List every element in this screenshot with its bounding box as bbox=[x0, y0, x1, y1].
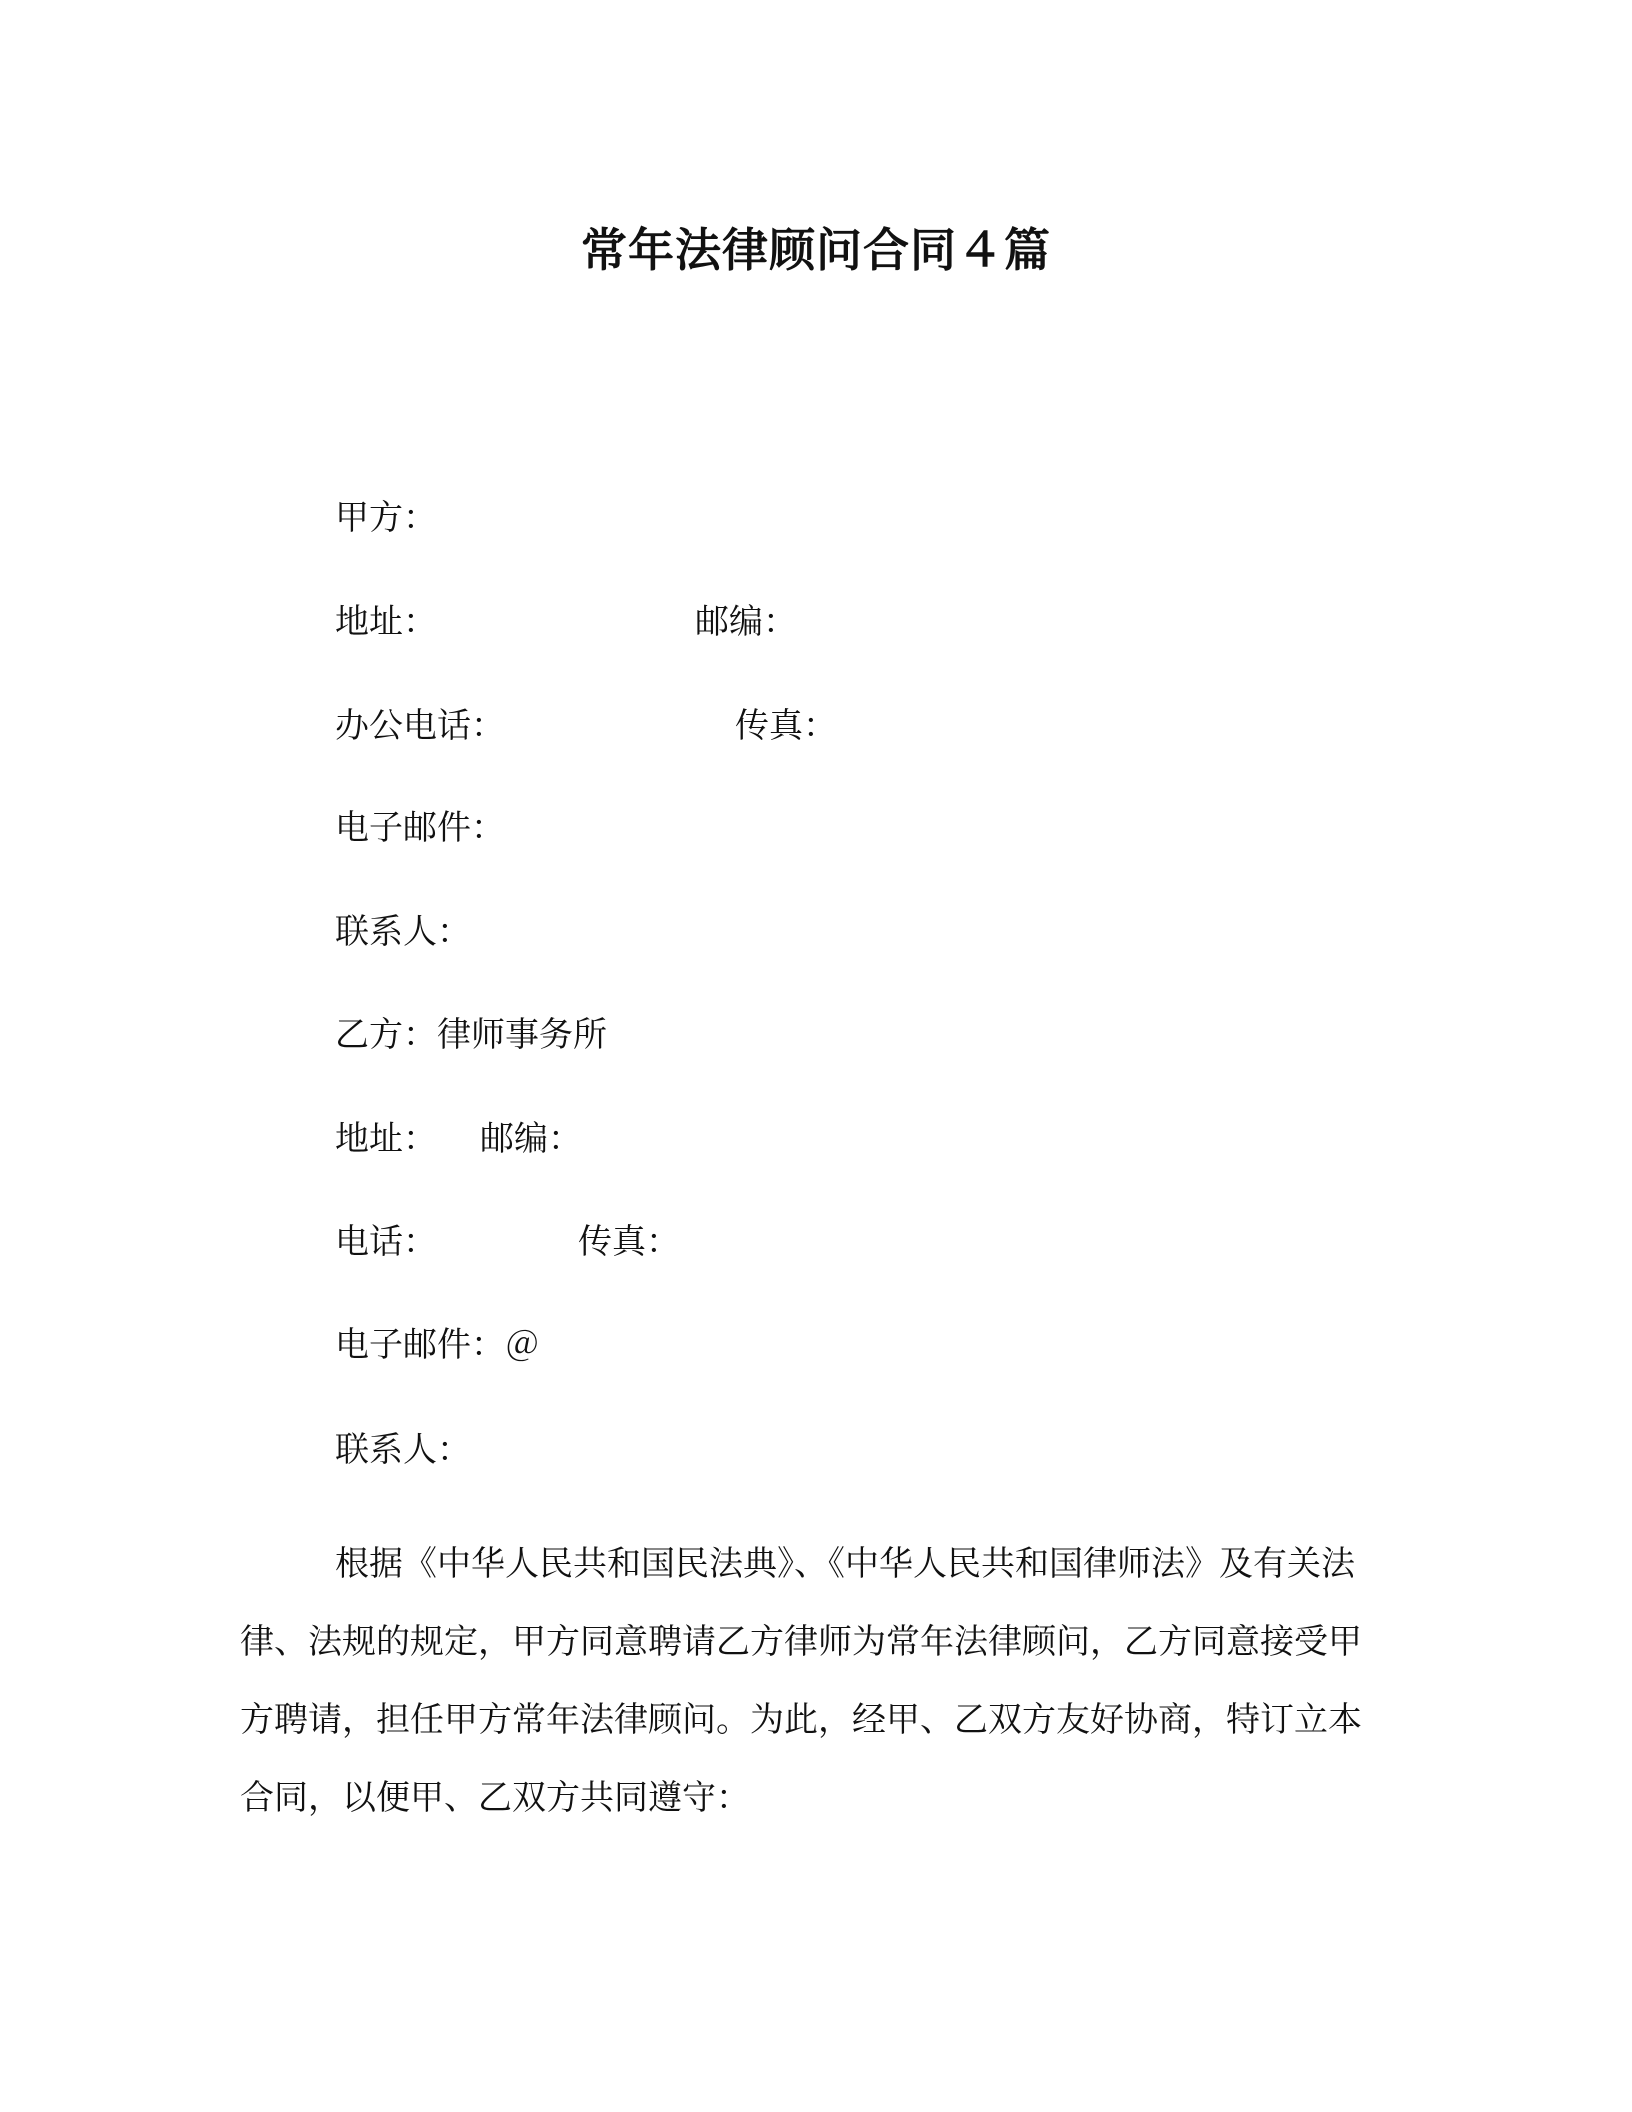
party-a-fax-label: 传真： bbox=[735, 706, 837, 746]
party-a-contact-label: 联系人： bbox=[335, 912, 471, 952]
party-a-phone-line bbox=[335, 704, 837, 748]
party-b-postcode-label: 邮编： bbox=[480, 1119, 582, 1159]
party-b-phone-label: 电话： bbox=[335, 1222, 437, 1262]
party-a-postcode-label: 邮编： bbox=[695, 602, 797, 642]
document-title: 常年法律顾问合同４篇 bbox=[581, 223, 1051, 277]
party-b-name-label: 乙方：律师事务所 bbox=[335, 1015, 607, 1055]
intro-paragraph-block bbox=[240, 1525, 1380, 1837]
party-b-contact-line bbox=[335, 1428, 471, 1472]
party-a-name-line bbox=[335, 496, 437, 540]
party-b-phone-line bbox=[335, 1220, 680, 1264]
party-a-contact-line bbox=[335, 910, 471, 954]
party-b-email-line bbox=[335, 1323, 539, 1367]
party-a-office-phone-label: 办公电话： bbox=[335, 706, 505, 746]
intro-paragraph: 根据《中华人民共和国民法典》、《中华人民共和国律师法》及有关法律、法规的规定，甲方同意聘请乙方律师为常年法律顾问，乙方同意接受甲方聘请，担任甲方常年法律顾问。为此，经甲、乙双方友好协商，特订立本合同，以便甲、乙双方共同遵守： bbox=[240, 1544, 1362, 1818]
party-a-address-label: 地址： bbox=[335, 602, 437, 642]
party-b-email-label: 电子邮件：＠ bbox=[335, 1325, 539, 1365]
party-b-contact-label: 联系人： bbox=[335, 1430, 471, 1470]
party-b-name-line bbox=[335, 1013, 607, 1057]
party-a-address-line bbox=[335, 600, 797, 644]
party-b-address-line bbox=[335, 1117, 582, 1161]
party-b-address-label: 地址： bbox=[335, 1119, 437, 1159]
party-a-email-label: 电子邮件： bbox=[335, 808, 505, 848]
party-a-name-label: 甲方： bbox=[335, 498, 437, 538]
party-a-email-line bbox=[335, 806, 505, 850]
party-b-fax-label: 传真： bbox=[578, 1222, 680, 1262]
